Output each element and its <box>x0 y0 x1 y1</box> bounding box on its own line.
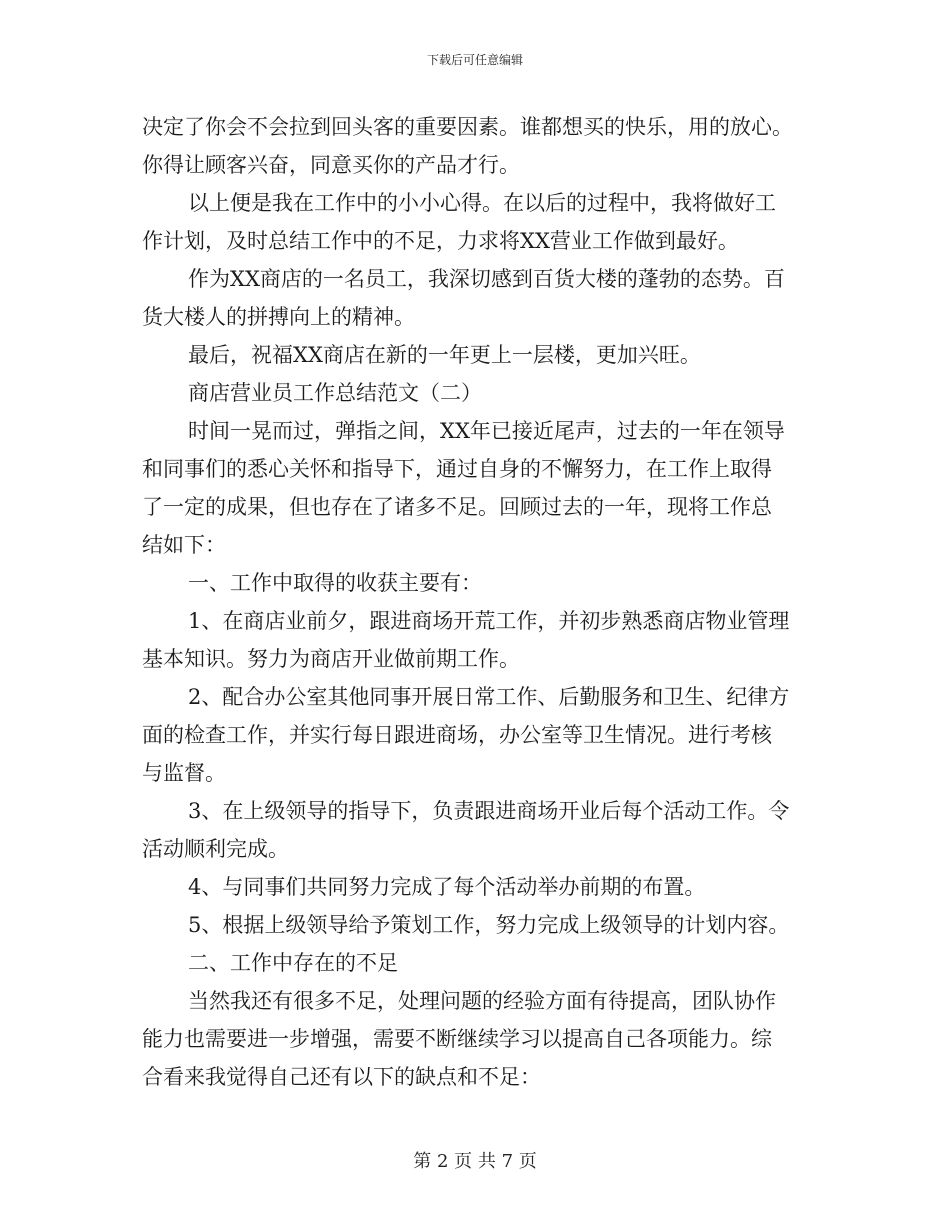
document-body <box>142 108 810 1096</box>
text-line: 活动顺利完成。 <box>142 837 289 861</box>
text-line: 1、在商店业前夕，跟进商场开荒工作，并初步熟悉商店物业管理 <box>188 609 790 633</box>
text-line: 2、配合办公室其他同事开展日常工作、后勤服务和卫生、纪律方 <box>188 685 790 709</box>
page-number: 第 2 页 共 7 页 <box>413 1151 537 1172</box>
text-line: 作计划，及时总结工作中的不足，力求将XX营业工作做到最好。 <box>142 229 739 253</box>
text-line: 你得让顾客兴奋，同意买你的产品才行。 <box>142 153 520 177</box>
text-line: 一、工作中取得的收获主要有： <box>188 571 482 595</box>
text-line: 决定了你会不会拉到回头客的重要因素。谁都想买的快乐，用的放心。 <box>142 115 793 139</box>
text-line: 时间一晃而过，弹指之间，XX年已接近尾声，过去的一年在领导 <box>188 419 785 443</box>
text-line: 二、工作中存在的不足 <box>188 951 398 975</box>
text-line: 5、根据上级领导给予策划工作，努力完成上级领导的计划内容。 <box>188 913 790 937</box>
text-line: 以上便是我在工作中的小小心得。在以后的过程中，我将做好工 <box>188 191 776 215</box>
text-line: 4、与同事们共同努力完成了每个活动举办前期的布置。 <box>188 875 706 899</box>
text-line: 作为XX商店的一名员工，我深切感到百货大楼的蓬勃的态势。百 <box>188 267 785 291</box>
text-line: 能力也需要进一步增强，需要不断继续学习以提高自己各项能力。综 <box>142 1027 772 1051</box>
text-line: 基本知识。努力为商店开业做前期工作。 <box>142 647 520 671</box>
text-line: 结如下： <box>142 533 226 557</box>
text-line: 货大楼人的拼搏向上的精神。 <box>142 305 415 329</box>
text-line: 合看来我觉得自己还有以下的缺点和不足： <box>142 1065 541 1089</box>
text-line: 当然我还有很多不足，处理问题的经验方面有待提高，团队协作 <box>188 989 776 1013</box>
text-line: 与监督。 <box>142 761 226 785</box>
header-note: 下载后可任意编辑 <box>426 53 523 67</box>
text-line: 商店营业员工作总结范文（二） <box>188 381 482 405</box>
text-line: 面的检查工作，并实行每日跟进商场，办公室等卫生情况。进行考核 <box>142 723 772 747</box>
page-footer <box>0 1150 950 1174</box>
text-line: 最后，祝福XX商店在新的一年更上一层楼，更加兴旺。 <box>188 343 701 367</box>
text-line: 3、在上级领导的指导下，负责跟进商场开业后每个活动工作。令 <box>188 799 790 823</box>
text-line: 和同事们的悉心关怀和指导下，通过自身的不懈努力，在工作上取得 <box>142 457 772 481</box>
page-header <box>0 52 950 68</box>
text-line: 了一定的成果，但也存在了诸多不足。回顾过去的一年，现将工作总 <box>142 495 772 519</box>
